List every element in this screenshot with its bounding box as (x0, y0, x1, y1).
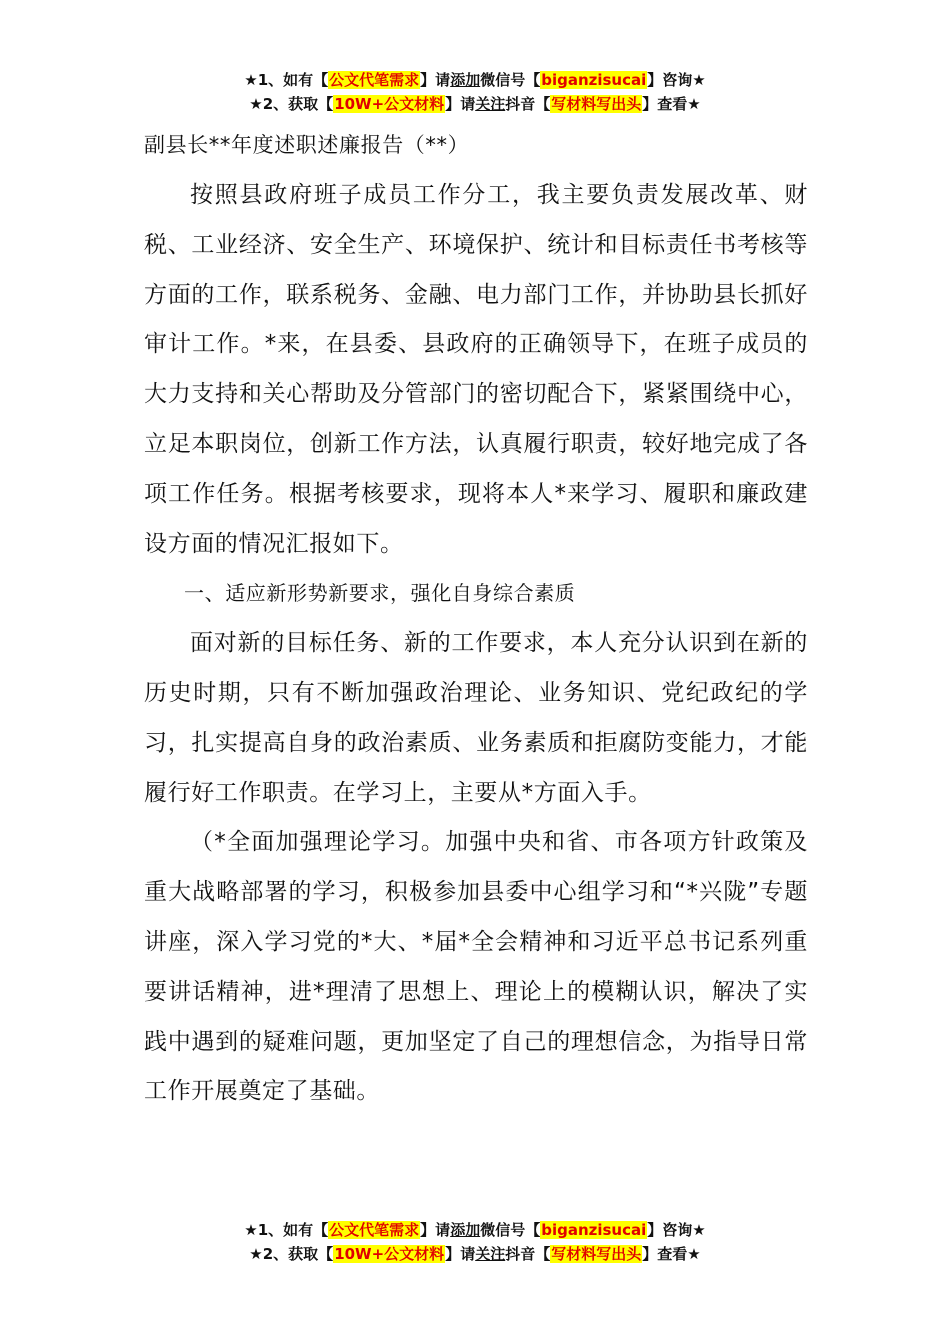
banner-text: 抖音【 (505, 1245, 551, 1263)
banner-text: 】咨询★ (647, 1221, 706, 1239)
banner-highlight: 10W+公文材料 (334, 1245, 445, 1263)
banner-text: 】查看★ (642, 1245, 701, 1263)
header-banner (0, 68, 950, 116)
paragraph-theory: （*全面加强理论学习。加强中央和省、市各项方针政策及重大战略部署的学习，积极参加县委中心组学习和“*兴陇”专题讲座，深入学习党的*大、*届*全会精神和习近平总书记系列重要讲话精神，进*理清了思想上、理论上的模糊认识，解决了实践中遇到的疑难问题，更加坚定了自己的理想信念，为指导日常工作开展奠定了基础。 (144, 829, 808, 1105)
banner-text: 】咨询★ (647, 71, 706, 89)
banner-highlight: biganzisucai (541, 71, 647, 89)
banner-underlined: 关注 (475, 95, 506, 113)
banner-text: ★2、获取【 (249, 95, 334, 113)
paragraph-study: 面对新的目标任务、新的工作要求，本人充分认识到在新的历史时期，只有不断加强政治理论、业务知识、党纪政纪的学习，扎实提高自身的政治素质、业务素质和拒腐防变能力，才能履行好工作职责。在学习上，主要从*方面入手。 (144, 630, 808, 806)
document-title: 副县长**年度述职述廉报告（**） (144, 133, 470, 157)
banner-highlight: biganzisucai (541, 1221, 647, 1239)
banner-text: ★1、如有【 (244, 1221, 329, 1239)
banner-line-1 (0, 68, 950, 92)
banner-line-1 (0, 1218, 950, 1242)
document-body (144, 127, 808, 1117)
banner-text: ★2、获取【 (249, 1245, 334, 1263)
banner-underlined: 添加 (450, 1221, 481, 1239)
banner-text: 】请 (445, 1245, 476, 1263)
paragraph-intro: 按照县政府班子成员工作分工，我主要负责发展改革、财税、工业经济、安全生产、环境保护、统计和目标责任书考核等方面的工作，联系税务、金融、电力部门工作，并协助县长抓好审计工作。*来，在县委、县政府的正确领导下，在班子成员的大力支持和关心帮助及分管部门的密切配合下，紧紧围绕中心，立足本职岗位，创新工作方法，认真履行职责，较好地完成了各项工作任务。根据考核要求，现将本人*来学习、履职和廉政建设方面的情况汇报如下。 (144, 182, 808, 557)
banner-line-2 (0, 92, 950, 116)
banner-text: 】请 (420, 1221, 451, 1239)
banner-text: 】请 (420, 71, 451, 89)
banner-text: 】请 (445, 95, 476, 113)
banner-text: 微信号【 (480, 1221, 541, 1239)
banner-text: 抖音【 (505, 95, 551, 113)
banner-text: ★1、如有【 (244, 71, 329, 89)
section-heading-1: 一、适应新形势新要求，强化自身综合素质 (184, 581, 576, 606)
banner-highlight: 公文代笔需求 (329, 71, 420, 89)
banner-line-2 (0, 1242, 950, 1266)
banner-highlight: 写材料写出头 (551, 95, 642, 113)
footer-banner (0, 1218, 950, 1266)
banner-text: 微信号【 (480, 71, 541, 89)
banner-highlight: 写材料写出头 (551, 1245, 642, 1263)
banner-underlined: 添加 (450, 71, 481, 89)
banner-highlight: 公文代笔需求 (329, 1221, 420, 1239)
banner-underlined: 关注 (475, 1245, 506, 1263)
banner-text: 】查看★ (642, 95, 701, 113)
banner-highlight: 10W+公文材料 (334, 95, 445, 113)
